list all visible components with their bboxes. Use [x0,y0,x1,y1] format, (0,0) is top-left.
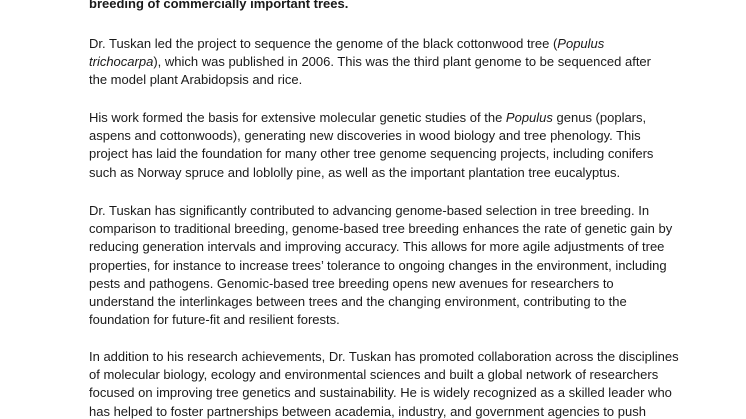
paragraph-genome-based-selection [89,202,689,329]
paragraph-genome-sequencing [89,35,689,90]
paragraph-line: reducing generation intervals and improving accuracy. This allows for more agile adjustments of tree [89,239,665,255]
paragraph-line: Dr. Tuskan has significantly contributed to advancing genome-based selection in tree breeding. In [89,203,650,218]
paragraph-line: pests and pathogens. Genomic-based tree breeding opens new avenues for researchers to [89,275,614,291]
paragraph-line: the model plant Arabidopsis and rice. [89,72,303,88]
paragraph-line: Dr. Tuskan led the project to sequence the genome of the black cottonwood tree (Populus [89,36,605,51]
paragraph-line: focused on improving tree genetics and sustainability. He is widely recognized as a skilled leader who [89,385,672,401]
paragraph-line: foundation for future-fit and resilient forests. [89,312,340,328]
paragraph-line: understand the interlinkages between trees and the changing environment, contributing to the [89,294,627,310]
paragraph-populus-studies [89,109,689,182]
paragraph-line: His work formed the basis for extensive molecular genetic studies of the Populus genus (poplars, [89,110,647,125]
paragraph-line: trichocarpa), which was published in 2006. This was the third plant genome to be sequenced after [89,54,651,70]
paragraph-line: has helped to foster partnerships between academia, industry, and government agencies to push [89,403,646,419]
paragraph-line: In addition to his research achievements, Dr. Tuskan has promoted collaboration across the disciplines [89,349,679,364]
intro-bold-paragraph [89,0,689,13]
paragraph-line: such as Norway spruce and loblolly pine, as well as the important plantation tree eucalyptus. [89,164,621,180]
intro-bold-line: breeding of commercially important trees. [89,0,349,11]
paragraph-line: comparison to traditional breeding, genome-based tree breeding enhances the rate of genetic gain by [89,221,673,237]
paragraph-collaboration [89,348,689,419]
paragraph-line: of molecular biology, ecology and environmental sciences and built a global network of researchers [89,367,659,383]
paragraph-line: project has laid the foundation for many other tree genome sequencing projects, including conifers [89,146,654,162]
paragraph-line: aspens and cottonwoods), generating new discoveries in wood biology and tree phenology. This [89,128,641,144]
paragraph-line: properties, for instance to increase trees’ tolerance to ongoing changes in the environment, including [89,257,667,273]
